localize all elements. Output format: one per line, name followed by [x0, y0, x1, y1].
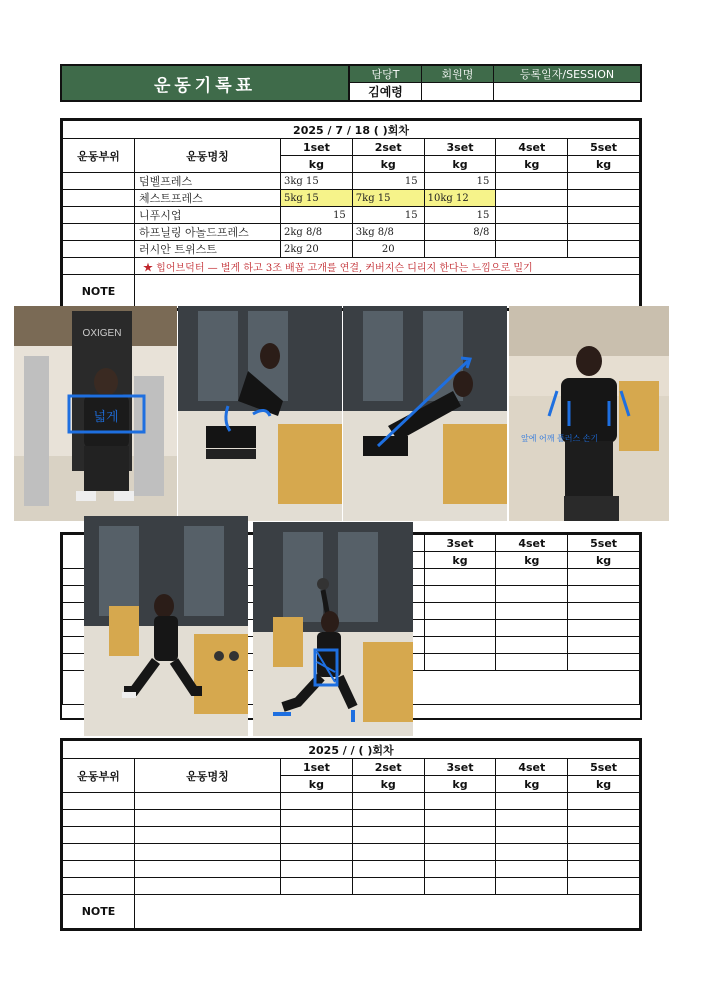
- part-col-header: 운동부위: [63, 139, 135, 173]
- unit-label: kg: [568, 156, 640, 173]
- unit-label: kg: [424, 776, 496, 793]
- set-col-header: 1set: [281, 139, 353, 156]
- set-cell: [496, 241, 568, 258]
- exercise-row: [63, 173, 640, 190]
- set-col-header: 1set: [281, 759, 353, 776]
- set-col-header: 4set: [496, 139, 568, 156]
- set-col-header: 2set: [352, 139, 424, 156]
- set-cell: [568, 224, 640, 241]
- name-col-header: 운동명칭: [135, 139, 281, 173]
- unit-label: kg: [281, 776, 353, 793]
- unit-label: kg: [496, 552, 568, 569]
- member-col-header: 회원명: [422, 66, 494, 83]
- empty-row: [63, 861, 640, 878]
- set-cell: 8/8: [424, 224, 496, 241]
- exercise-photo-reach: [343, 306, 507, 521]
- exercise-name: 니푸시업: [135, 207, 281, 224]
- set-col-header: 5set: [568, 759, 640, 776]
- empty-row: [63, 844, 640, 861]
- part-col-header: 운동부위: [63, 759, 135, 793]
- set-cell: 3kg 8/8: [352, 224, 424, 241]
- exercise-row: [63, 241, 640, 258]
- set-cell: 2kg 20: [281, 241, 353, 258]
- set-cell: 2kg 8/8: [281, 224, 353, 241]
- unit-label: kg: [496, 776, 568, 793]
- page-title: 운동기록표: [62, 66, 350, 100]
- exercise-photo-chest-press: [14, 306, 177, 521]
- set-cell: 15: [424, 207, 496, 224]
- set-cell: 15: [352, 173, 424, 190]
- registration-value: [494, 83, 640, 100]
- registration-col-header: 등록일자/SESSION: [494, 66, 640, 83]
- set-cell: 7kg 15: [352, 190, 424, 207]
- set-cell: [568, 207, 640, 224]
- empty-row: [63, 827, 640, 844]
- set-col-header: 2set: [352, 759, 424, 776]
- exercise-row: [63, 207, 640, 224]
- exercise-name: 체스트프레스: [135, 190, 281, 207]
- exercise-row: [63, 224, 640, 241]
- set-cell: [568, 190, 640, 207]
- red-note-row: [63, 258, 640, 275]
- set-col-header: 3set: [424, 759, 496, 776]
- empty-row: [63, 810, 640, 827]
- note-label: NOTE: [63, 275, 135, 309]
- unit-label: kg: [568, 552, 640, 569]
- trainer-red-note: ★ 힙어브덕터 — 벌게 하고 3조 배꼽 고개를 연결, 커버지슨 디리지 한다는 느낌으로 밀기: [135, 258, 640, 275]
- empty-row: [63, 878, 640, 895]
- set-cell: [568, 173, 640, 190]
- set-cell: 10kg 12: [424, 190, 496, 207]
- set-cell: [496, 190, 568, 207]
- exercise-name: 덤벨프레스: [135, 173, 281, 190]
- set-cell: 3kg 15: [281, 173, 353, 190]
- exercise-photo-lunge: [84, 516, 248, 736]
- unit-label: kg: [352, 776, 424, 793]
- exercise-photo-overhead-lunge: [253, 522, 413, 736]
- set-col-header: 4set: [496, 535, 568, 552]
- set-cell: [424, 241, 496, 258]
- trainer-name: 김예령: [350, 83, 422, 100]
- set-cell: 15: [352, 207, 424, 224]
- set-cell: [496, 173, 568, 190]
- unit-label: kg: [352, 156, 424, 173]
- set-cell: 20: [352, 241, 424, 258]
- set-col-header: 4set: [496, 759, 568, 776]
- session-1-table: [60, 118, 642, 311]
- exercise-name: 러시안 트위스트: [135, 241, 281, 258]
- session-date: 2025 / 7 / 18 ( )회차: [63, 121, 640, 139]
- set-cell: [496, 207, 568, 224]
- exercise-photo-quadruped: [178, 306, 342, 521]
- empty-row: [63, 793, 640, 810]
- note-label: NOTE: [63, 895, 135, 929]
- session-date: 2025 / / ( )회차: [63, 741, 640, 759]
- exercise-name: 하프닐링 아놀드프레스: [135, 224, 281, 241]
- unit-label: kg: [424, 552, 496, 569]
- photo-annotation: 앞에 어깨 플러스 손기: [521, 434, 599, 443]
- set-cell: 15: [281, 207, 353, 224]
- unit-label: kg: [424, 156, 496, 173]
- name-col-header: 운동명칭: [135, 759, 281, 793]
- set-cell: [496, 224, 568, 241]
- set-cell: [568, 241, 640, 258]
- trainer-col-header: 담당T: [350, 66, 422, 83]
- svg-text:OXIGEN: OXIGEN: [82, 328, 122, 339]
- unit-label: kg: [496, 156, 568, 173]
- unit-label: kg: [281, 156, 353, 173]
- exercise-row: [63, 190, 640, 207]
- session-3-table: [60, 738, 642, 931]
- set-cell: 5kg 15: [281, 190, 353, 207]
- set-cell: 15: [424, 173, 496, 190]
- set-col-header: 3set: [424, 535, 496, 552]
- photo-annotation: 넓게: [93, 410, 119, 425]
- note-field: [135, 275, 640, 309]
- exercise-photo-back-view: [509, 306, 669, 521]
- unit-label: kg: [568, 776, 640, 793]
- member-name: [422, 83, 494, 100]
- header-info-grid: [350, 66, 640, 100]
- set-col-header: 3set: [424, 139, 496, 156]
- set-col-header: 5set: [568, 139, 640, 156]
- note-field: [135, 895, 640, 929]
- set-col-header: 5set: [568, 535, 640, 552]
- record-header: [60, 64, 642, 102]
